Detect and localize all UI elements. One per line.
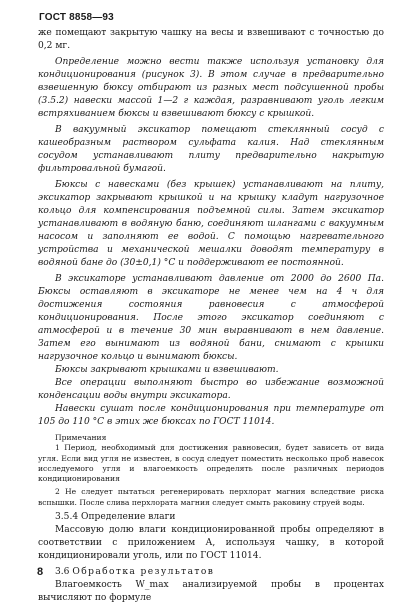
note-item-2: 2 Не следует пытаться регенерировать перхлорат магния вследствие риска вспышки. После слива перхлората магния следует смыть раковину струей воды.: [38, 487, 384, 507]
section-number: 3.6: [55, 567, 70, 578]
section-heading-3-6: [38, 566, 384, 579]
paragraph-conditioning-setup: Определение можно вести также используя установку для кондиционирования (рисунок 3). В этом случае в предварительно взвешенную бюксу отбирают из разных мест подсушенной пробы (3.5.2) навески массой 1—2 г каждая, разравнивают уголь легким встряхиванием бюксы и взвешивают бюксу с крышкой.: [38, 57, 384, 119]
note-item-1: 1 Период, необходимый для достижения равновесия, будет зависеть от вида угля. Если вид угля не известен, в сосуд следует поместить несколько проб навесок исследуемого угля и влагоемкость определять после различных периодов кондиционирования: [38, 443, 384, 484]
paragraph-vacuum-desiccator: В вакуумный эксикатор помещают стеклянный сосуд с кашеобразным раствором сульфата калия. Над стеклянным сосудом устанавливают плиту предварительно накрытую фильтровальной бумагой.: [38, 125, 384, 174]
paragraph-pressure: В эксикаторе устанавливают давление от 2000 до 2600 Па. Бюксы оставляют в эксикаторе не менее чем на 4 ч для достижения состояния равновесия с атмосферой кондиционирования. После этого эксикатор соединяют с атмосферой и в течение 30 мин выравнивают в нем давление. Затем его вынимают из водяной бани, снимают с крышки нагрузочное кольцо и вынимают бюксы.: [38, 274, 384, 362]
page-number: 8: [37, 566, 44, 578]
paragraph-continuation: же помещают закрытую чашку на весы и взвешивают с точностью до 0,2 мг.: [38, 28, 384, 51]
paragraph-operations: Все операции выполняют быстро во избежание возможной конденсации воды внутри эксикатора.: [38, 378, 384, 401]
section-heading-3-5-4: 3.5.4 Определение влаги: [55, 512, 176, 523]
body-text: [38, 27, 384, 605]
section-3-6-text: Влагоемкость W_max анализируемой пробы в процентах вычисляют по формуле: [38, 580, 384, 604]
section-3-5-4-text: Массовую долю влаги кондиционированной пробы определяют в соответствии с приложением А, используя чашку, в которой кондиционировали уголь, или по ГОСТ 11014.: [38, 525, 384, 562]
notes-title: Примечания: [55, 433, 107, 442]
section-title: Обработка результатов: [72, 567, 215, 578]
page-header: ГОСТ 8858—93: [39, 12, 114, 23]
paragraph-drying: Навески сушат после кондиционирования при температуре от 105 до 110 °С в этих же бюксах по ГОСТ 11014.: [38, 404, 384, 427]
paragraph-weighing-bottles: Бюксы с навесками (без крышек) устанавливают на плиту, эксикатор закрывают крышкой и на крышку кладут нагрузочное кольцо для компенсирования подъемной силы. Затем эксикатор устанавливают в водяную баню, соединяют шлангами с вакуумным насосом и заполняют ее водой. С помощью нагревательного устройства и механической мешалки доводят температуру в водяной бане до (30±0,1) °С и поддерживают ее постоянной.: [38, 180, 384, 268]
paragraph-close-weigh: Бюксы закрывают крышками и взвешивают.: [55, 365, 279, 375]
notes-block: [38, 433, 384, 508]
